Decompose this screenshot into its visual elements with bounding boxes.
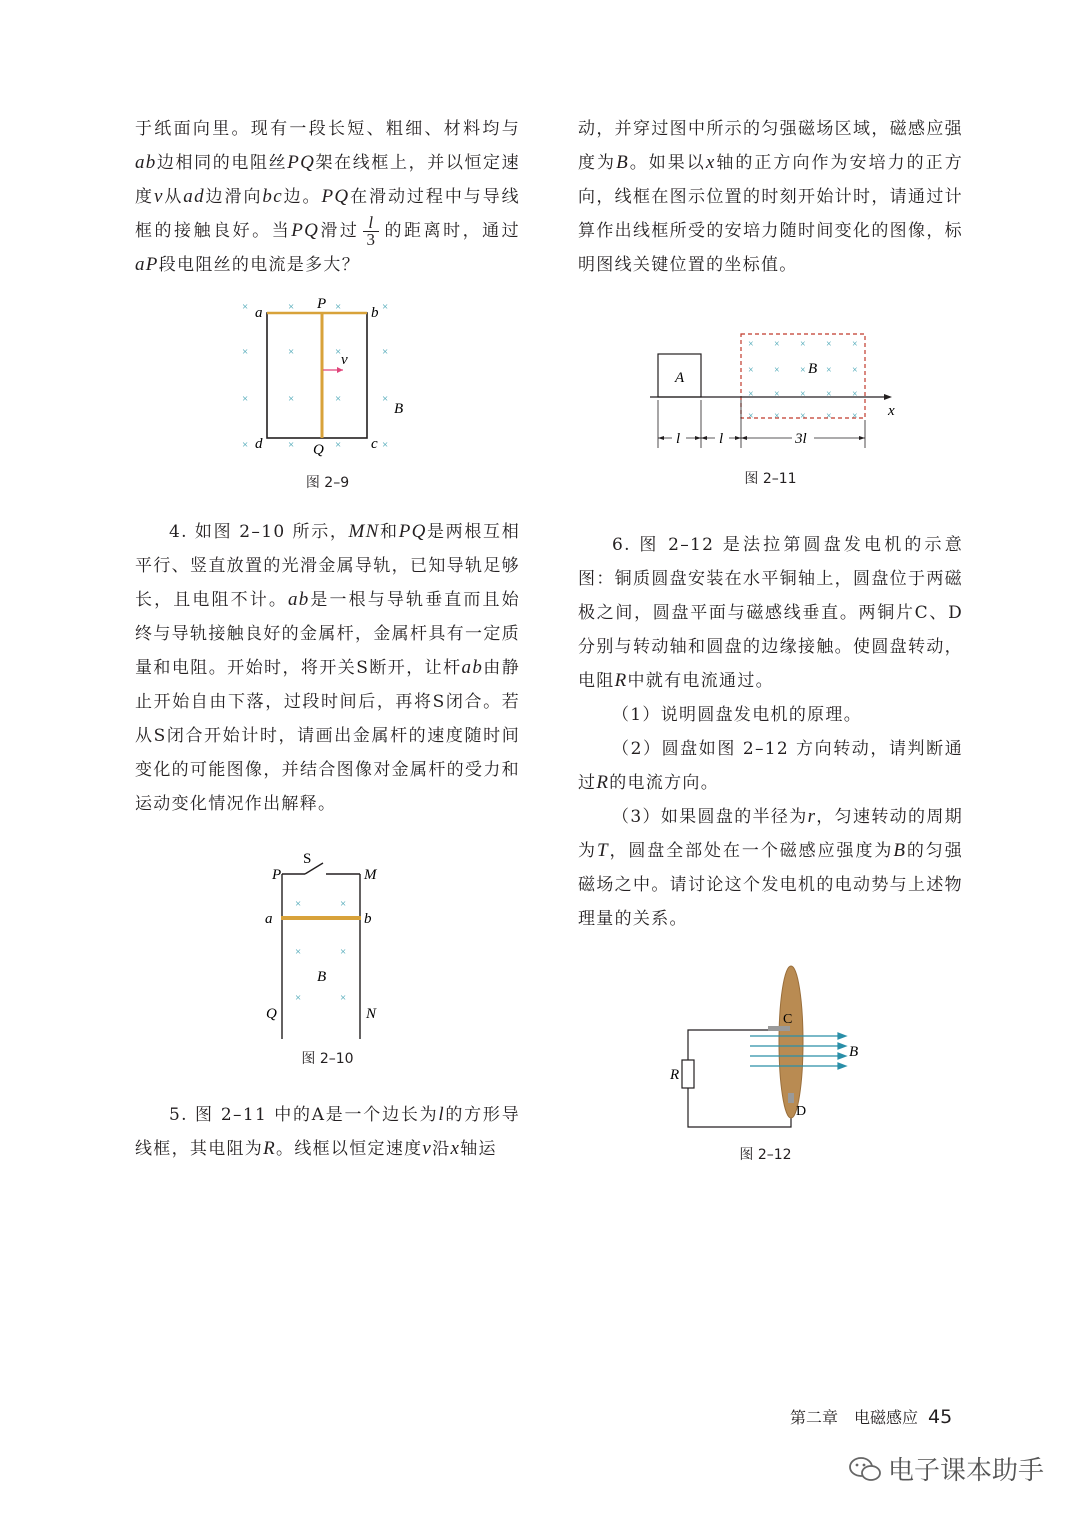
- svg-text:×: ×: [826, 339, 832, 350]
- figure-2-10: [135, 849, 520, 1104]
- question-6-1: （1）说明圆盘发电机的原理。: [612, 705, 863, 725]
- wechat-icon: [848, 1455, 882, 1483]
- figure-2-10-caption: 图 2–10: [301, 1051, 354, 1067]
- paragraph-3-continued: 于纸面向里。现有一段长短、粗细、材料均与ab边相同的电阻丝PQ架在线框上，并以恒定速度v从ad边滑向bc边。PQ在滑动过程中与导线框的接触良好。当PQ滑过 $\frac{l}{3}$ 的距离时，通过aP段电阻丝的电流是多大？: [135, 119, 520, 275]
- label-c: c: [371, 436, 378, 452]
- figure-2-12-caption: 图 2–12: [739, 1147, 792, 1163]
- watermark-text: 电子课本助手: [888, 1456, 1045, 1486]
- label-l-1: l: [676, 431, 681, 447]
- label-N: N: [366, 1006, 377, 1022]
- page-footer: [790, 1405, 952, 1428]
- label-B: B: [808, 361, 818, 377]
- svg-text:×: ×: [382, 301, 389, 313]
- svg-text:×: ×: [748, 389, 754, 400]
- figure-2-9-caption: 图 2–9: [305, 475, 350, 491]
- svg-text:×: ×: [335, 301, 342, 313]
- svg-text:×: ×: [242, 393, 249, 405]
- paragraph-6: 6. 图 2–12 是法拉第圆盘发电机的示意图：铜质圆盘安装在水平铜轴上，圆盘位于两磁极之间，圆盘平面与磁感线垂直。两铜片C、D分别与转动轴和圆盘的边缘接触。使圆盘转动，电阻R中就有电流通过。: [578, 535, 963, 691]
- label-a: a: [265, 911, 273, 927]
- svg-text:×: ×: [295, 992, 302, 1004]
- svg-text:×: ×: [242, 301, 249, 313]
- label-d: d: [255, 436, 263, 452]
- label-v: v: [341, 352, 348, 368]
- svg-text:×: ×: [340, 992, 347, 1004]
- label-b: b: [364, 911, 372, 927]
- label-M: M: [364, 867, 377, 883]
- label-B: B: [849, 1044, 859, 1060]
- svg-text:×: ×: [288, 439, 295, 451]
- svg-text:×: ×: [800, 365, 806, 376]
- label-x: x: [888, 403, 895, 419]
- label-P: P: [272, 867, 282, 883]
- paragraph-4: 4. 如图 2–10 所示，MN和PQ是两根互相平行、竖直放置的光滑金属导轨，已知导轨足够长，且电阻不计。ab是一根与导轨垂直而且始终与导轨接触良好的金属杆，金属杆具有一定质量和电阻。开始时，将开关S断开，让杆ab由静止开始自由下落，过段时间后，再将S闭合。若从S闭合开始计时，请画出金属杆的速度随时间变化的可能图像，并结合图像对金属杆的受力和运动变化情况作出解释。: [135, 521, 520, 814]
- figure-2-11: [578, 296, 963, 526]
- figure-2-9: [135, 298, 520, 513]
- svg-text:×: ×: [852, 389, 858, 400]
- question-6-3: （3）如果圆盘的半径为r，匀速转动的周期为T，圆盘全部处在一个磁感应强度为B的匀强磁场之中。请讨论这个发电机的电动势与上述物理量的关系。: [578, 806, 963, 929]
- svg-text:×: ×: [748, 339, 754, 350]
- svg-text:×: ×: [852, 365, 858, 376]
- svg-text:×: ×: [242, 439, 249, 451]
- left-column: [135, 112, 520, 1166]
- label-l-2: l: [719, 431, 724, 447]
- question-6-2: （2）圆盘如图 2–12 方向转动，请判断通过R的电流方向。: [578, 739, 963, 793]
- label-b: b: [371, 305, 379, 321]
- svg-text:×: ×: [800, 339, 806, 350]
- label-Q: Q: [313, 442, 324, 458]
- chapter-title: 第二章 电磁感应: [790, 1408, 919, 1427]
- figure-2-12-diagram: [578, 960, 963, 1150]
- label-D: D: [796, 1104, 807, 1119]
- svg-text:×: ×: [774, 365, 780, 376]
- svg-text:×: ×: [774, 389, 780, 400]
- paragraph-5: 5. 图 2–11 中的A是一个边长为l的方形导线框，其电阻为R。线框以恒定速度v沿x轴运: [135, 1104, 520, 1159]
- svg-text:×: ×: [288, 393, 295, 405]
- figure-2-11-caption: 图 2–11: [744, 471, 797, 487]
- svg-text:×: ×: [826, 389, 832, 400]
- svg-text:×: ×: [774, 411, 780, 422]
- svg-text:×: ×: [382, 346, 389, 358]
- svg-text:×: ×: [852, 411, 858, 422]
- svg-text:×: ×: [800, 411, 806, 422]
- svg-text:×: ×: [382, 393, 389, 405]
- label-A: A: [675, 370, 685, 386]
- svg-text:×: ×: [242, 346, 249, 358]
- svg-text:×: ×: [774, 339, 780, 350]
- right-column: [578, 112, 963, 1180]
- label-B: B: [394, 401, 404, 417]
- label-S: S: [303, 851, 312, 867]
- svg-text:×: ×: [295, 898, 302, 910]
- svg-text:×: ×: [800, 389, 806, 400]
- watermark: [848, 1450, 1044, 1487]
- figure-2-11-diagram: [578, 296, 963, 466]
- fraction-l-over-3: $\frac{l}{3}$: [363, 215, 379, 248]
- svg-text:×: ×: [826, 365, 832, 376]
- page-number: 45: [928, 1406, 953, 1428]
- svg-text:×: ×: [288, 346, 295, 358]
- svg-text:×: ×: [826, 411, 832, 422]
- svg-text:×: ×: [382, 439, 389, 451]
- label-3l: 3l: [795, 431, 807, 447]
- figure-2-12: [578, 960, 963, 1180]
- svg-text:×: ×: [295, 946, 302, 958]
- svg-text:×: ×: [748, 411, 754, 422]
- svg-text:×: ×: [852, 339, 858, 350]
- label-Q: Q: [266, 1006, 277, 1022]
- label-C: C: [783, 1012, 793, 1027]
- svg-text:×: ×: [288, 301, 295, 313]
- svg-text:×: ×: [335, 346, 342, 358]
- label-P: P: [317, 298, 327, 312]
- label-B: B: [317, 969, 327, 985]
- figure-2-10-diagram: [135, 849, 520, 1074]
- svg-text:×: ×: [340, 946, 347, 958]
- label-a: a: [255, 305, 263, 321]
- paragraph-5-continued: 动，并穿过图中所示的匀强磁场区域，磁感应强度为B。如果以x轴的正方向作为安培力的正方向，线框在图示位置的时刻开始计时，请通过计算作出线框所受的安培力随时间变化的图像，标明图线关键位置的坐标值。: [578, 119, 964, 275]
- svg-text:×: ×: [748, 365, 754, 376]
- svg-text:×: ×: [340, 898, 347, 910]
- figure-2-9-diagram: [135, 298, 520, 478]
- svg-text:×: ×: [335, 393, 342, 405]
- label-R: R: [670, 1067, 680, 1083]
- svg-text:×: ×: [335, 439, 342, 451]
